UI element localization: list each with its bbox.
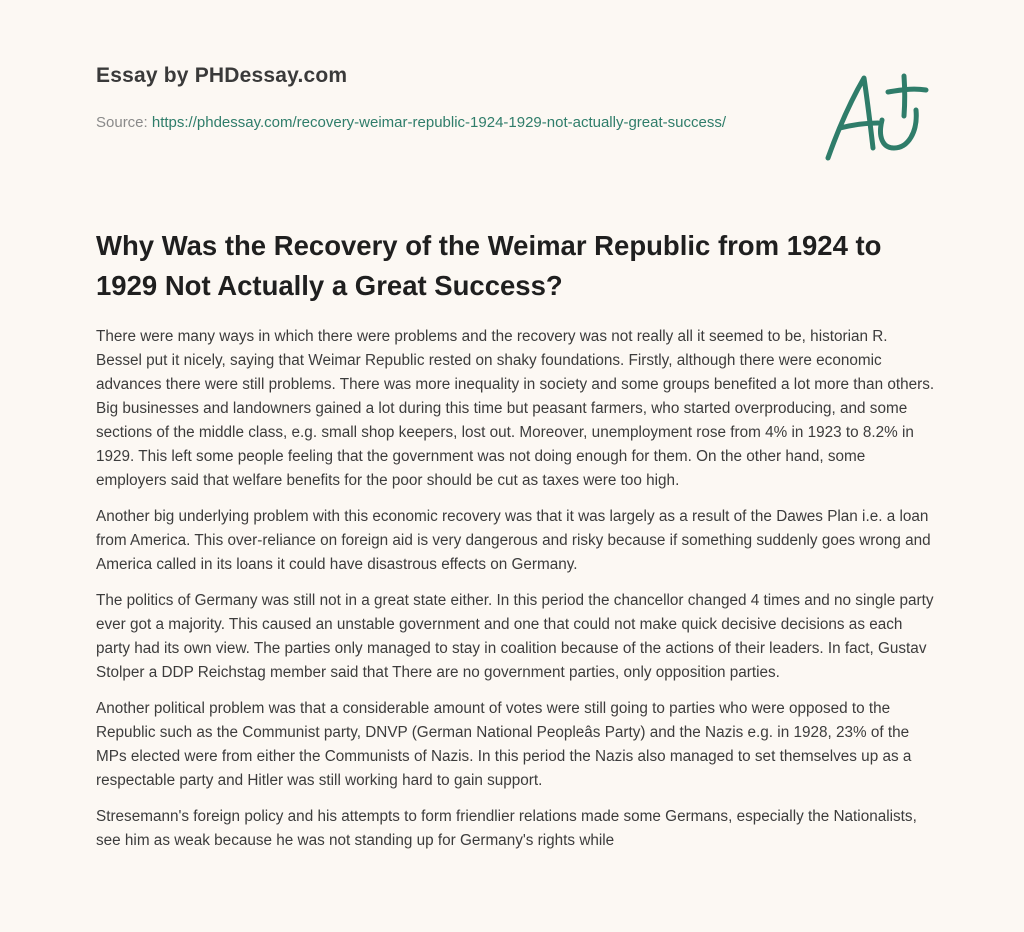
essay-paragraph: Another big underlying problem with this economic recovery was that it was largely as a result of the Dawes Plan i.e. a loan from America. This over-reliance on foreign aid is very dangerous and risky because if something suddenly goes wrong and America called in its loans it could have disastrous effects on Germany. [96, 508, 931, 573]
source-link[interactable]: https://phdessay.com/recovery-weimar-republic-1924-1929-not-actually-great-success/ [151, 114, 727, 131]
essay-paragraph: There were many ways in which there were problems and the recovery was not really all it seemed to be, historian R. Bessel put it nicely, saying that Weimar Republic rested on shaky foundations. Firstly, although there were economic advances there were still problems. There was more inequality in society and some groups benefited a lot more than others. Big businesses and landowners gained a lot during this time but peasant farmers, who started overproducing, and some sections of the middle class, e.g. small shop keepers, lost out. Moreover, unemployment rose from 4% in 1923 to 8.2% in 1929. This left some people feeling that the government was not doing enough for them. On the other hand, some employers said that welfare benefits for the poor should be cut as taxes were too high. [96, 328, 935, 489]
essay-paragraph: The politics of Germany was still not in a great state either. In this period the chancellor changed 4 times and no single party ever got a majority. This caused an unstable government and one that could not make quick decisive decisions as each party had its own view. The parties only managed to stay in coalition because of the actions of their leaders. In fact, Gustav Stolper a DDP Reichstag member said that There are no government parties, only opposition parties. [96, 592, 934, 681]
source-line [96, 111, 776, 135]
essay-paragraph: Another political problem was that a considerable amount of votes were still going to parties who were opposed to the Republic such as the Communist party, DNVP (German National Peopleâs Party) and the Nazis e.g. in 1928, 23% of the MPs elected were from either the Communists of Nazis. In this period the Nazis also managed to set themselves up as a respectable party and Hitler was still working hard to gain support. [96, 700, 912, 789]
a-plus-logo-icon [818, 68, 930, 164]
essay-title: Why Was the Recovery of the Weimar Republic from 1924 to 1929 Not Actually a Great Success? [96, 230, 882, 301]
essay-body [96, 325, 936, 865]
source-label: Source: [96, 114, 152, 131]
essay-paragraph: Stresemann's foreign policy and his attempts to form friendlier relations made some Germans, especially the Nationalists, see him as weak because he was not standing up for Germany's rights while [96, 808, 917, 849]
site-brand: Essay by PHDessay.com [96, 64, 348, 87]
